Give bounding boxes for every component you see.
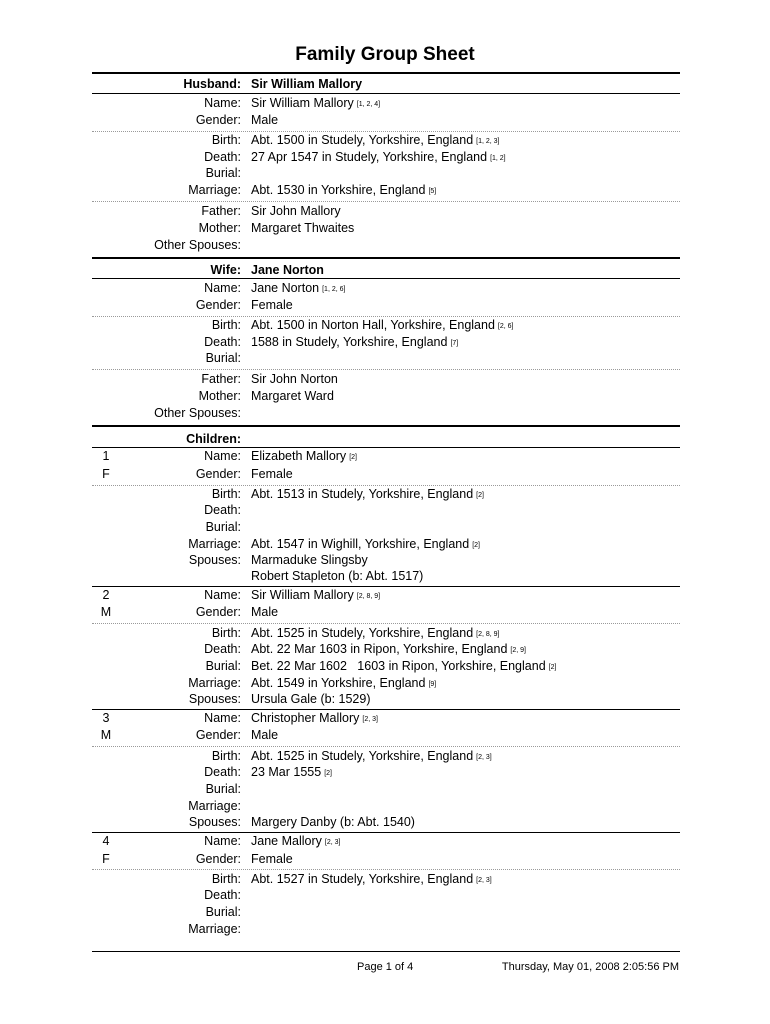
child-3-marriage-label: Marriage: [188, 799, 241, 813]
child-3-spouse-1: Margery Danby (b: Abt. 1540) [251, 815, 415, 829]
wife-birth-citation: [2, 6] [497, 323, 514, 330]
child-3-name-label: Name: [204, 711, 241, 725]
child-1-death-label: Death: [204, 503, 241, 517]
children-section-rule [92, 425, 680, 427]
husband-death-label: Death: [204, 150, 241, 164]
child-2-name-citation: [2, 8, 9] [356, 593, 381, 600]
child-2-death-label: Death: [204, 642, 241, 656]
husband-birth-citation: [1, 2, 3] [476, 138, 500, 145]
wife-header-rule [92, 278, 680, 279]
husband-section-label: Husband: [183, 77, 241, 91]
husband-name-text: Sir William Mallory [251, 96, 354, 110]
child-2-marriage-citation: [9] [428, 681, 437, 688]
child-4-name-citation: [2, 3] [324, 839, 341, 846]
husband-mother: Margaret Thwaites [251, 221, 355, 235]
husband-marriage-citation: [5] [428, 188, 437, 195]
husband-death [251, 150, 506, 167]
husband-father-label: Father: [201, 204, 241, 218]
wife-name [251, 281, 345, 298]
page-number: Page 1 of 4 [357, 961, 414, 973]
child-1-marriage-label: Marriage: [188, 537, 241, 551]
child-4-gender-label: Gender: [195, 852, 241, 866]
husband-section-name: Sir William Mallory [251, 77, 363, 91]
child-1-spouses-label: Spouses: [188, 553, 241, 567]
husband-name-label: Name: [204, 96, 241, 110]
wife-name-text: Jane Norton [251, 281, 320, 295]
child-2-divider [92, 623, 680, 624]
child-3-number: 3 [102, 711, 110, 725]
child-3-name [251, 711, 378, 728]
child-2-death-text: Abt. 22 Mar 1603 in Ripon, Yorkshire, England [251, 642, 508, 656]
child-2-birth-label: Birth: [211, 626, 241, 640]
wife-gender: Female [251, 298, 293, 312]
wife-name-label: Name: [204, 281, 241, 295]
child-2-spouse-1: Ursula Gale (b: 1529) [251, 692, 371, 706]
child-3-death [251, 765, 332, 782]
child-4-gender: Female [251, 852, 293, 866]
wife-divider-2 [92, 369, 680, 370]
child-4-name [251, 834, 340, 851]
child-1-name-citation: [2] [349, 454, 357, 461]
child-2-end-rule [92, 709, 680, 710]
child-2-gender: Male [251, 605, 279, 619]
husband-birth [251, 133, 500, 150]
child-4-burial-label: Burial: [205, 905, 241, 919]
husband-other-spouses-label: Other Spouses: [154, 238, 241, 252]
child-3-birth-citation: [2, 3] [476, 754, 492, 761]
wife-section-label: Wife: [210, 263, 241, 277]
child-2-birth [251, 626, 500, 643]
child-1-birth-label: Birth: [211, 487, 241, 501]
child-3-death-citation: [2] [324, 770, 332, 777]
wife-death [251, 335, 458, 352]
child-4-number: 4 [102, 834, 110, 848]
husband-divider-1 [92, 131, 680, 132]
child-1-sex: F [102, 467, 110, 481]
wife-death-citation: [7] [450, 340, 459, 347]
child-2-sex: M [100, 605, 112, 619]
child-1-birth-text: Abt. 1513 in Studely, Yorkshire, England [251, 487, 474, 501]
children-header-rule [92, 447, 680, 448]
child-1-marriage-text: Abt. 1547 in Wighill, Yorkshire, England [251, 537, 470, 551]
child-3-sex: M [100, 728, 112, 742]
child-2-burial-text: Bet. 22 Mar 1602 1603 in Ripon, Yorkshire, England [251, 659, 546, 673]
child-4-name-label: Name: [204, 834, 241, 848]
child-1-marriage-citation: [2] [472, 542, 480, 549]
wife-father: Sir John Norton [251, 372, 338, 386]
child-3-burial-label: Burial: [205, 782, 241, 796]
child-3-birth [251, 749, 492, 766]
wife-gender-label: Gender: [195, 298, 241, 312]
wife-birth-label: Birth: [211, 318, 241, 332]
child-4-birth-text: Abt. 1527 in Studely, Yorkshire, England [251, 872, 474, 886]
child-3-name-text: Christopher Mallory [251, 711, 360, 725]
child-2-birth-citation: [2, 8, 9] [476, 631, 500, 638]
husband-name-citation: [1, 2, 4] [356, 101, 381, 108]
child-2-gender-label: Gender: [195, 605, 241, 619]
child-1-name [251, 449, 357, 466]
husband-death-citation: [1, 2] [490, 155, 506, 162]
child-1-birth-citation: [2] [476, 492, 484, 499]
child-2-birth-text: Abt. 1525 in Studely, Yorkshire, England [251, 626, 474, 640]
child-4-sex: F [102, 852, 110, 866]
child-2-death-citation: [2, 9] [510, 647, 526, 654]
child-2-marriage-label: Marriage: [188, 676, 241, 690]
husband-death-text: 27 Apr 1547 in Studely, Yorkshire, England [251, 150, 488, 164]
wife-death-label: Death: [204, 335, 241, 349]
child-2-burial-label: Burial: [205, 659, 241, 673]
child-3-name-citation: [2, 3] [362, 716, 378, 723]
child-2-name [251, 588, 380, 605]
wife-mother: Margaret Ward [251, 389, 334, 403]
child-1-burial-label: Burial: [205, 520, 241, 534]
child-2-name-text: Sir William Mallory [251, 588, 354, 602]
wife-name-citation: [1, 2, 6] [322, 286, 346, 293]
husband-divider-2 [92, 201, 680, 202]
wife-section-name: Jane Norton [251, 263, 324, 277]
child-3-death-text: 23 Mar 1555 [251, 765, 322, 779]
child-1-divider [92, 485, 680, 486]
child-4-death-label: Death: [204, 888, 241, 902]
wife-birth-text: Abt. 1500 in Norton Hall, Yorkshire, England [251, 318, 495, 332]
husband-father: Sir John Mallory [251, 204, 341, 218]
wife-death-text: 1588 in Studely, Yorkshire, England [251, 335, 448, 349]
child-4-marriage-label: Marriage: [188, 922, 241, 936]
child-3-end-rule [92, 832, 680, 833]
husband-marriage [251, 183, 436, 200]
husband-name [251, 96, 380, 113]
footer-rule [92, 951, 680, 952]
child-1-gender-label: Gender: [195, 467, 241, 481]
child-1-end-rule [92, 586, 680, 587]
wife-divider-1 [92, 316, 680, 317]
child-1-spouse-2: Robert Stapleton (b: Abt. 1517) [251, 569, 424, 583]
child-4-birth-citation: [2, 3] [476, 877, 492, 884]
child-2-number: 2 [102, 588, 110, 602]
husband-gender: Male [251, 113, 279, 127]
husband-gender-label: Gender: [195, 113, 241, 127]
wife-mother-label: Mother: [198, 389, 241, 403]
wife-other-spouses-label: Other Spouses: [154, 406, 241, 420]
child-1-spouse-1: Marmaduke Slingsby [251, 553, 368, 567]
wife-section-rule [92, 257, 680, 259]
child-3-gender: Male [251, 728, 279, 742]
husband-birth-label: Birth: [211, 133, 241, 147]
husband-header-rule [92, 93, 680, 94]
child-2-burial [251, 659, 556, 676]
child-2-spouses-label: Spouses: [188, 692, 241, 706]
child-3-birth-text: Abt. 1525 in Studely, Yorkshire, England [251, 749, 474, 763]
husband-marriage-label: Marriage: [188, 183, 241, 197]
child-1-birth [251, 487, 484, 504]
child-4-name-text: Jane Mallory [251, 834, 322, 848]
wife-father-label: Father: [201, 372, 241, 386]
child-4-birth [251, 872, 492, 889]
husband-marriage-text: Abt. 1530 in Yorkshire, England [251, 183, 426, 197]
wife-burial-label: Burial: [205, 351, 241, 365]
print-date: Thursday, May 01, 2008 2:05:56 PM [501, 961, 679, 973]
children-section-label: Children: [186, 432, 241, 446]
page-title: Family Group Sheet [295, 44, 475, 65]
child-1-name-label: Name: [204, 449, 241, 463]
child-3-birth-label: Birth: [211, 749, 241, 763]
child-1-marriage [251, 537, 480, 554]
child-2-marriage [251, 676, 436, 693]
child-3-divider [92, 746, 680, 747]
child-4-divider [92, 869, 680, 870]
child-2-marriage-text: Abt. 1549 in Yorkshire, England [251, 676, 426, 690]
child-1-gender: Female [251, 467, 293, 481]
child-3-spouses-label: Spouses: [188, 815, 241, 829]
child-4-birth-label: Birth: [211, 872, 241, 886]
husband-birth-text: Abt. 1500 in Studely, Yorkshire, England [251, 133, 474, 147]
wife-birth [251, 318, 513, 335]
child-3-death-label: Death: [204, 765, 241, 779]
child-1-number: 1 [102, 449, 110, 463]
husband-section-rule [92, 72, 680, 74]
child-2-death [251, 642, 526, 659]
child-2-burial-citation: [2] [548, 664, 557, 671]
child-2-name-label: Name: [204, 588, 241, 602]
child-3-gender-label: Gender: [195, 728, 241, 742]
husband-mother-label: Mother: [198, 221, 241, 235]
husband-burial-label: Burial: [205, 166, 241, 180]
child-1-name-text: Elizabeth Mallory [251, 449, 347, 463]
